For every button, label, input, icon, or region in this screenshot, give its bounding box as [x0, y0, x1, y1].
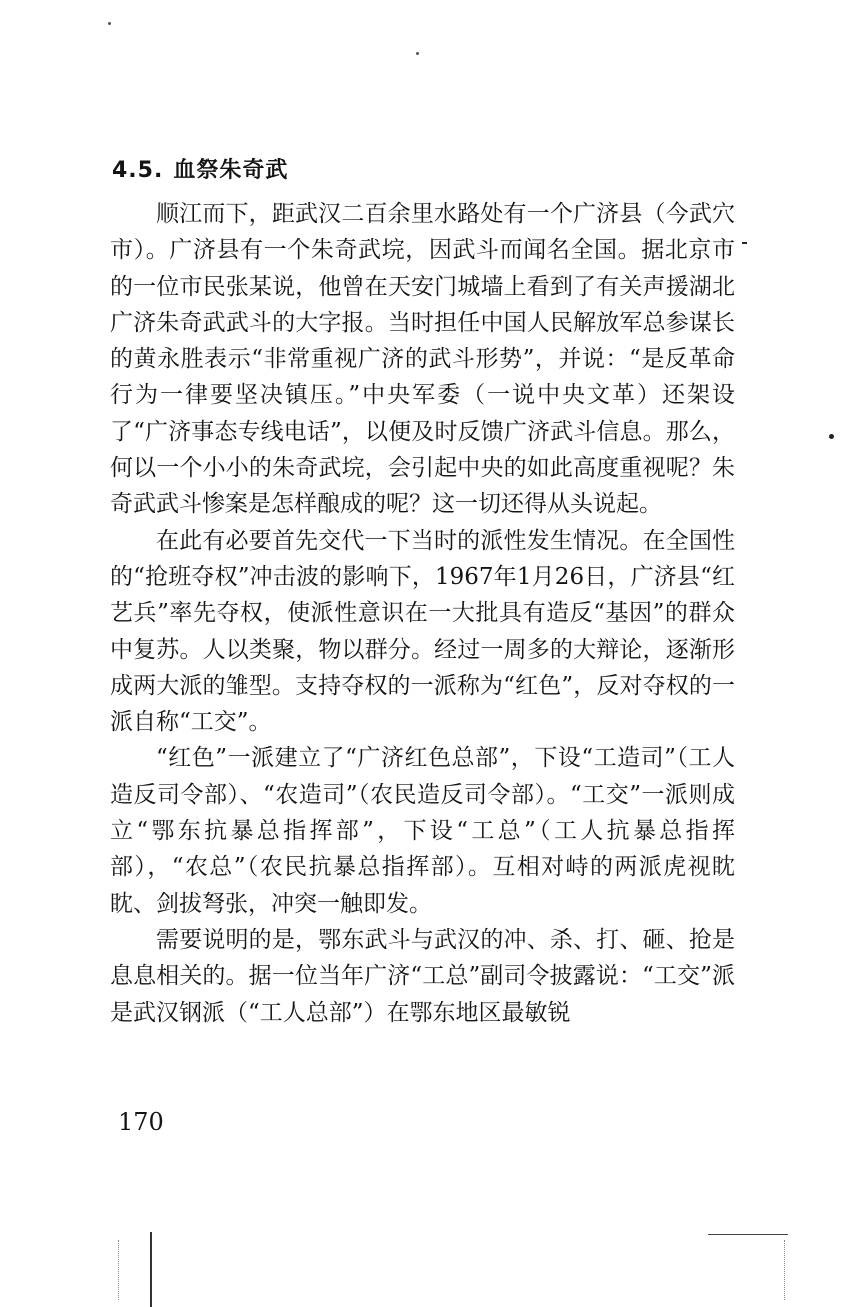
- scan-edge-line: [150, 1232, 152, 1307]
- scan-edge-dots: [784, 1240, 785, 1300]
- section-heading: [112, 156, 288, 186]
- scan-edge-line: [708, 1234, 788, 1235]
- body-text: [110, 196, 735, 1031]
- scan-speck: [742, 242, 747, 244]
- section-number: 4.5.: [112, 158, 164, 183]
- scan-edge-dots: [118, 1240, 119, 1300]
- paragraph: “红色”一派建立了“广济红色总部”，下设“工造司”（工人造反司令部）、“农造司”（农民造反司令部）。“工交”一派则成立“鄂东抗暴总指挥部”，下设“工总”（工人抗暴总指挥部），“农总”（农民抗暴总指挥部）。互相对峙的两派虎视眈眈、剑拔弩张，冲突一触即发。: [110, 745, 735, 917]
- paragraph: 在此有必要首先交代一下当时的派性发生情况。在全国性的“抢班夺权”冲击波的影响下，1967年1月26日，广济县“红艺兵”率先夺权，使派性意识在一大批具有造反“基因”的群众中复苏。人以类聚，物以群分。经过一周多的大辩论，逐渐形成两大派的雏型。支持夺权的一派称为“红色”，反对夺权的一派自称“工交”。: [110, 527, 735, 736]
- scan-speck: [108, 22, 111, 25]
- section-title: 血祭朱奇武: [173, 158, 289, 183]
- paragraph: 顺江而下，距武汉二百余里水路处有一个广济县（今武穴市）。广济县有一个朱奇武垸，因武斗而闻名全国。据北京市的一位市民张某说，他曾在天安门城墙上看到了有关声援湖北广济朱奇武武斗的大字报。当时担任中国人民解放军总参谋长的黄永胜表示“非常重视广济的武斗形势”，并说：“是反革命行为一律要坚决镇压。”中央军委（一说中央文革）还架设了“广济事态专线电话”，以便及时反馈广济武斗信息。那么，何以一个小小的朱奇武垸，会引起中央的如此高度重视呢？朱奇武武斗惨案是怎样酿成的呢？这一切还得从头说起。: [110, 201, 735, 518]
- scan-speck: [416, 52, 419, 55]
- scan-speck: [829, 434, 834, 439]
- paragraph: 需要说明的是，鄂东武斗与武汉的冲、杀、打、砸、抢是息息相关的。据一位当年广济“工总”副司令披露说：“工交”派是武汉钢派（“工人总部”）在鄂东地区最敏锐: [110, 926, 735, 1026]
- page-number: 170: [118, 1108, 164, 1136]
